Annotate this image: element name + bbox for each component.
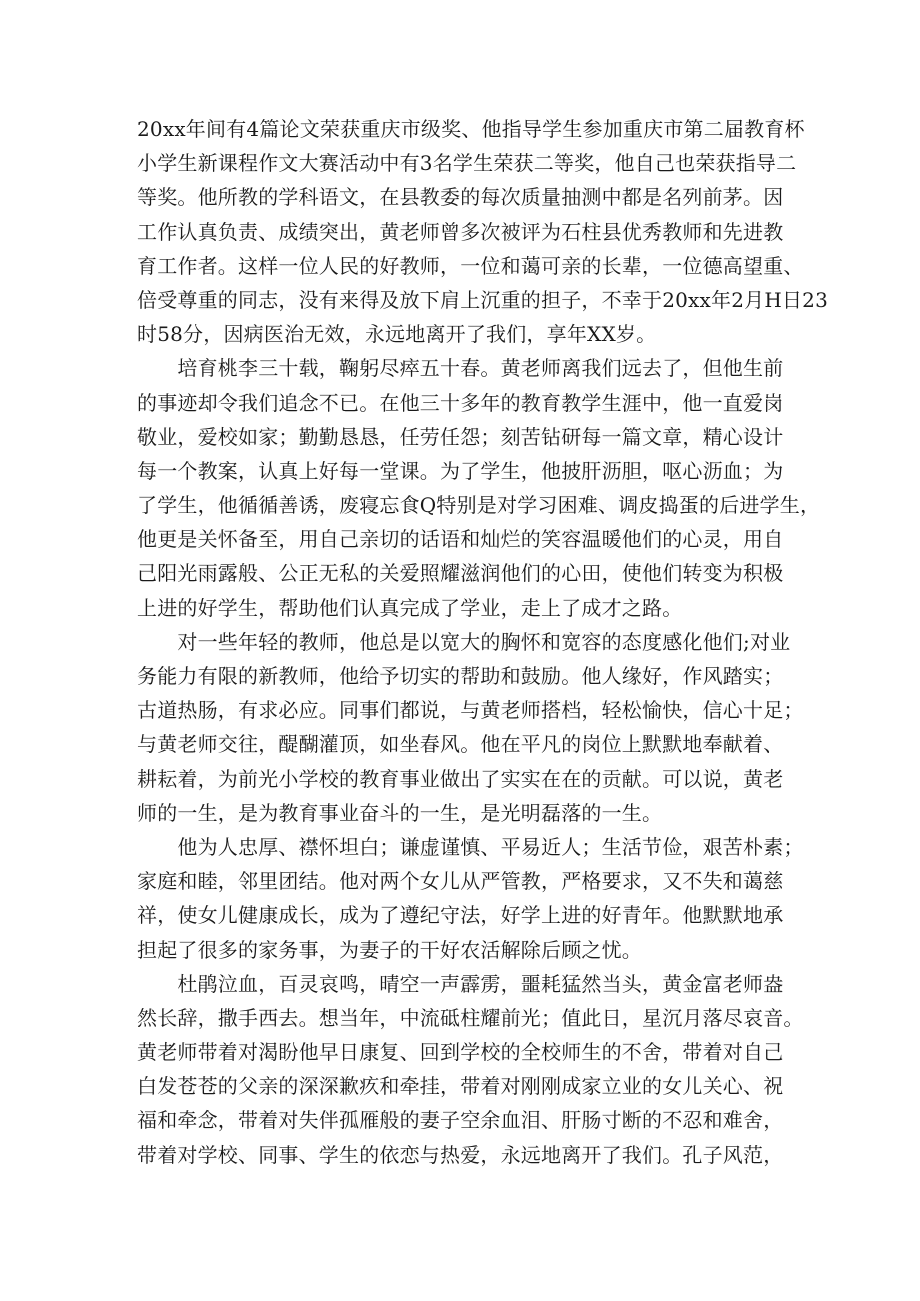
text-line: 20xx年间有4篇论文荣获重庆市级奖、他指导学生参加重庆市第二届教育杯 bbox=[137, 117, 805, 141]
text-line: 倍受尊重的同志，没有来得及放下肩上沉重的担子，不幸于20xx年2月H日23 bbox=[137, 287, 829, 312]
text-line: 耕耘着，为前光小学校的教育事业做出了实实在在的贡献。可以说，黄老 bbox=[137, 766, 784, 791]
text-line: 黄老师带着对渴盼他早日康复、回到学校的全校师生的不舍，带着对自己 bbox=[137, 1040, 784, 1065]
text-line: 家庭和睦，邻里团结。他对两个女儿从严管教，严格要求，又不失和蔼慈 bbox=[137, 869, 784, 894]
text-line: 福和牵念，带着对失伴孤雁般的妻子空余血泪、肝肠寸断的不忍和难舍， bbox=[137, 1108, 784, 1133]
text-line: 育工作者。这样一位人民的好教师，一位和蔼可亲的长辈，一位德高望重、 bbox=[137, 253, 804, 278]
text-line: 师的一生，是为教育事业奋斗的一生，是光明磊落的一生。 bbox=[137, 800, 663, 825]
text-line: 每一个教案，认真上好每一堂课。为了学生，他披肝沥胆，呕心沥血；为 bbox=[137, 458, 784, 483]
text-line: 杜鹃泣血，百灵哀鸣，晴空一声霹雳，噩耗猛然当头，黄金富老师盎 bbox=[137, 971, 784, 996]
text-line: 担起了很多的家务事，为妻子的干好农活解除后顾之忧。 bbox=[137, 937, 642, 962]
body-text bbox=[137, 112, 829, 1172]
text-line: 他为人忠厚、襟怀坦白；谦虚谨慎、平易近人；生活节俭，艰苦朴素； bbox=[137, 834, 804, 859]
text-line: 工作认真负责、成绩突出，黄老师曾多次被评为石柱县优秀教师和先进教 bbox=[137, 219, 784, 244]
text-line: 祥，使女儿健康成长，成为了遵纪守法，好学上进的好青年。他默默地承 bbox=[137, 903, 784, 928]
text-line: 带着对学校、同事、学生的依恋与热爱，永远地离开了我们。孔子风范， bbox=[137, 1142, 784, 1167]
text-line: 对一些年轻的教师，他总是以宽大的胸怀和宽容的态度感化他们;对业 bbox=[137, 629, 791, 654]
text-line: 己阳光雨露般、公正无私的关爱照耀滋润他们的心田，使他们转变为积极 bbox=[137, 561, 784, 586]
text-line: 等奖。他所教的学科语文，在县教委的每次质量抽测中都是名列前茅。因 bbox=[137, 185, 784, 210]
text-line: 了学生，他循循善诱，废寝忘食Q特别是对学习困难、调皮捣蛋的后进学生， bbox=[137, 493, 821, 518]
text-line: 的事迹却令我们追念不已。在他三十多年的教育教学生涯中，他一直爱岗 bbox=[137, 390, 784, 415]
text-line: 然长辞，撒手西去。想当年，中流砥柱耀前光；值此日，星沉月落尽哀音。 bbox=[137, 1005, 804, 1030]
text-line: 敬业，爱校如家；勤勤恳恳，任劳任怨；刻苦钻研每一篇文章，精心设计 bbox=[137, 424, 784, 449]
text-line: 白发苍苍的父亲的深深歉疚和牵挂，带着对刚刚成家立业的女儿关心、祝 bbox=[137, 1074, 784, 1099]
text-line: 上进的好学生，帮助他们认真完成了学业，走上了成才之路。 bbox=[137, 595, 683, 620]
text-line: 与黄老师交往，醍醐灌顶，如坐春风。他在平凡的岗位上默默地奉献着、 bbox=[137, 732, 784, 757]
text-line: 他更是关怀备至，用自己亲切的话语和灿烂的笑容温暖他们的心灵，用自 bbox=[137, 527, 784, 552]
text-line: 务能力有限的新教师，他给予切实的帮助和鼓励。他人缘好，作风踏实； bbox=[137, 664, 784, 688]
text-line: 时58分，因病医治无效，永远地离开了我们，享年XX岁。 bbox=[137, 322, 657, 347]
text-line: 小学生新课程作文大赛活动中有3名学生荣获二等奖，他自己也荣获指导二 bbox=[137, 151, 797, 176]
text-line: 古道热肠，有求必应。同事们都说，与黄老师搭档，轻松愉快，信心十足； bbox=[137, 698, 804, 723]
text-line: 培育桃李三十载，鞠躬尽瘁五十春。黄老师离我们远去了，但他生前 bbox=[137, 356, 784, 381]
